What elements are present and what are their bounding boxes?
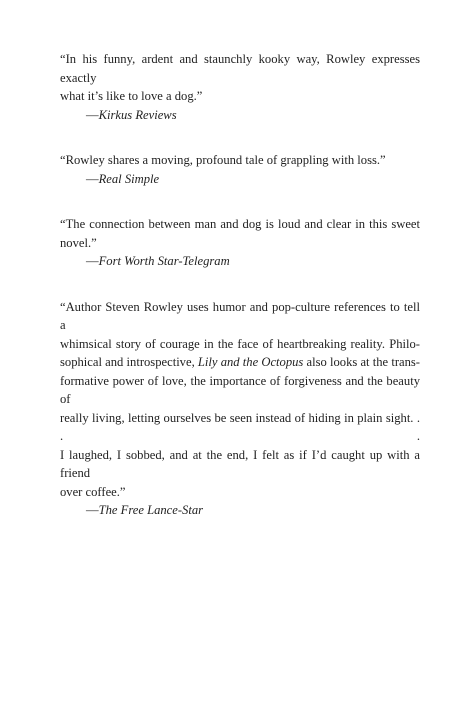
quote-line: I laughed, I sobbed, and at the end, I felt as if I’d caught up with a friend (60, 447, 420, 480)
quote-text (60, 215, 420, 252)
em-dash: — (86, 254, 99, 268)
quote-fragment: also looks at the trans- (306, 355, 420, 369)
attribution-source: Kirkus Reviews (98, 107, 177, 122)
em-dash: — (86, 107, 99, 122)
quote-line: what it’s like to love a dog.” (60, 89, 203, 103)
quote-text (60, 151, 420, 170)
book-title: Lily and the Octopus (197, 355, 304, 369)
quote-line: formative power of love, the importance of forgiveness and the beauty of (60, 373, 420, 406)
attribution (60, 106, 420, 125)
quote-fragment: sophical and introspective, (60, 355, 198, 369)
quote-line: “In his funny, ardent and staunchly kooky way, Rowley expresses exactly (60, 52, 420, 85)
attribution (60, 252, 420, 271)
blurb-kirkus (60, 50, 420, 124)
quote-line: over coffee.” (60, 484, 126, 499)
quote-line: “Rowley shares a moving, profound tale of grappling with loss.” (60, 153, 386, 167)
attribution-source: The Free Lance-Star (98, 503, 204, 517)
quote-line (60, 353, 420, 372)
blurb-free-lance-star (60, 298, 420, 520)
em-dash: — (86, 171, 99, 186)
quote-line: “Author Steven Rowley uses humor and pop-culture references to tell a (60, 299, 420, 332)
quote-line: whimsical story of courage in the face of heartbreaking reality. Philo- (60, 336, 420, 351)
quote-line: really living, letting ourselves be seen instead of hiding in plain sight. . . . (60, 410, 420, 443)
attribution (60, 501, 420, 520)
blurb-real-simple (60, 151, 420, 188)
blurb-page (60, 50, 420, 547)
quote-line: novel.” (60, 235, 97, 250)
attribution (60, 170, 420, 189)
em-dash: — (86, 503, 99, 517)
attribution-source: Real Simple (98, 171, 160, 186)
quote-text (60, 298, 420, 502)
blurb-fort-worth (60, 215, 420, 271)
quote-line: “The connection between man and dog is loud and clear in this sweet (60, 217, 420, 231)
attribution-source: Fort Worth Star-Telegram (98, 254, 230, 268)
quote-text (60, 50, 420, 106)
